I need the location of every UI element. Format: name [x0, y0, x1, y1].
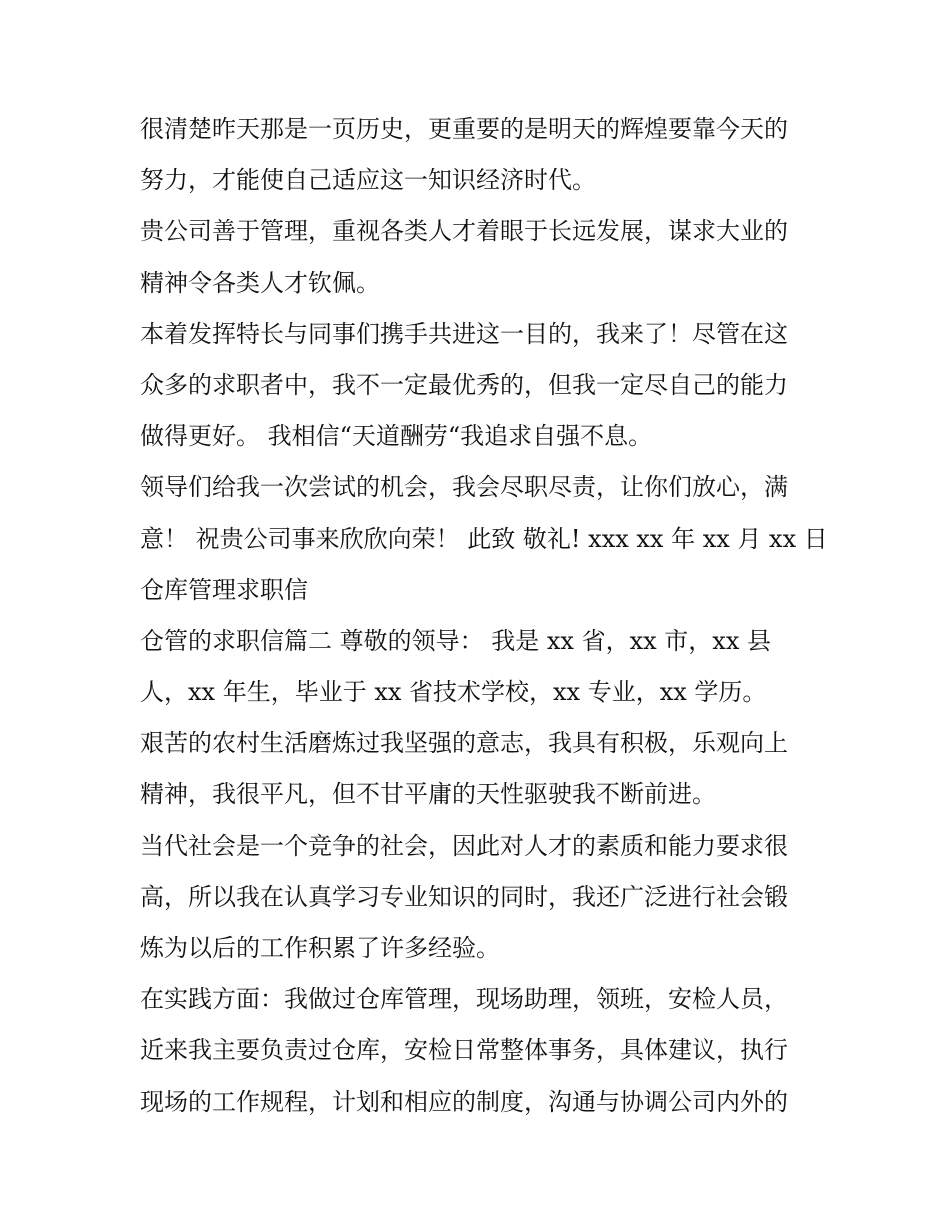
text-line: 近来我主要负责过仓库，安检日常整体事务，具体建议，执行: [140, 1036, 788, 1065]
text-line: 努力，才能使自己适应这一知识经济时代。: [140, 166, 596, 195]
text-line: 领导们给我一次尝试的机会，我会尽职尽责，让你们放心，满: [140, 473, 788, 502]
text-line: 很清楚昨天那是一页历史，更重要的是明天的辉煌要靠今天的: [140, 115, 788, 143]
text-line: 做得更好。 我相信“天道酬劳“我追求自强不息。: [140, 422, 653, 451]
text-line: 当代社会是一个竞争的社会，因此对人才的素质和能力要求很: [140, 831, 788, 860]
text-line: 现场的工作规程，计划和相应的制度，沟通与协调公司内外的: [140, 1087, 788, 1116]
text-line: 在实践方面：我做过仓库管理，现场助理，领班，安检人员，: [140, 985, 788, 1014]
text-line: 本着发挥特长与同事们携手共进这一目的，我来了！尽管在这: [140, 319, 788, 348]
text-line: 贵公司善于管理，重视各类人才着眼于长远发展，谋求大业的: [140, 217, 788, 246]
text-line: 仓管的求职信篇二 尊敬的领导： 我是 xx 省，xx 市，xx 县: [140, 626, 771, 655]
text-line: 精神，我很平凡，但不甘平庸的天性驱驶我不断前进。: [140, 780, 716, 809]
document-body: [140, 104, 830, 1128]
text-line: 意！ 祝贵公司事来欣欣向荣！ 此致 敬礼! xxx xx 年 xx 月 xx 日: [140, 524, 828, 553]
text-line: 高，所以我在认真学习专业知识的同时，我还广泛进行社会锻: [140, 882, 788, 911]
text-line: 艰苦的农村生活磨炼过我坚强的意志，我具有积极，乐观向上: [140, 729, 788, 758]
text-line: 精神令各类人才钦佩。: [140, 268, 380, 297]
text-line: 炼为以后的工作积累了许多经验。: [140, 934, 500, 962]
text-line: 人，xx 年生，毕业于 xx 省技术学校，xx 专业，xx 学历。: [140, 678, 767, 707]
text-line: 众多的求职者中，我不一定最优秀的，但我一定尽自己的能力: [140, 370, 788, 399]
text-line: 仓库管理求职信: [140, 575, 308, 604]
